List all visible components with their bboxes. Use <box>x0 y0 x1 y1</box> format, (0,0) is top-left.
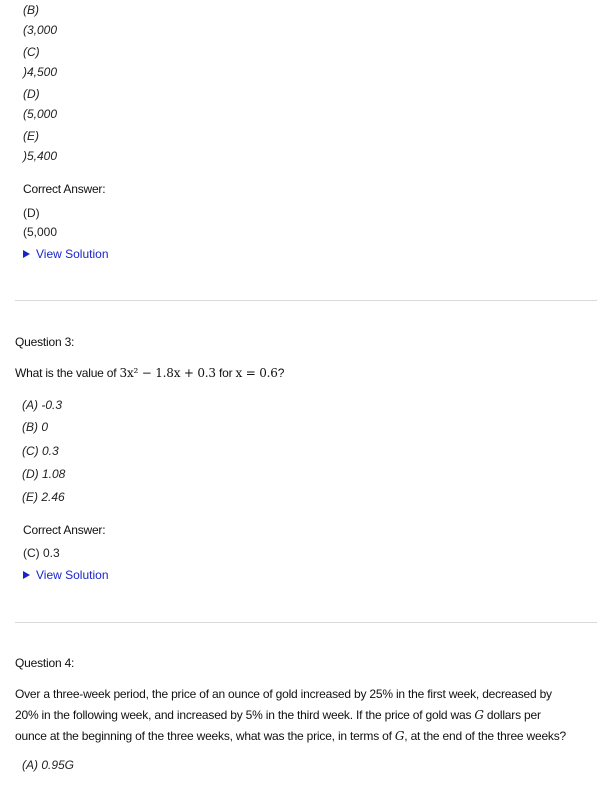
option-c-letter: (C) <box>23 45 40 59</box>
option-c: (C) 0.3 <box>22 444 59 458</box>
question-3-expression: 3x² − 1.8x + 0.3 <box>119 366 216 380</box>
option-a: (A) -0.3 <box>22 398 63 412</box>
view-solution-toggle[interactable] <box>23 568 109 582</box>
correct-answer-label: Correct Answer: <box>23 523 106 537</box>
question-4-line-1: Over a three-week period, the price of an ounce of gold increased by 25% in the first week, decreased by <box>15 687 552 701</box>
option-b-letter: (B) <box>23 3 39 17</box>
option-d-letter: (D) <box>23 87 40 101</box>
correct-answer-value: (C) 0.3 <box>23 546 60 560</box>
question-4-line-2 <box>15 705 600 726</box>
question-3-prefix: What is the value of <box>15 366 120 380</box>
question-4-line-3 <box>15 726 600 747</box>
question-3-text <box>15 366 284 380</box>
question-3-condition: x = 0.6 <box>235 366 278 380</box>
option-e-letter: (E) <box>23 129 39 143</box>
question-4-title: Question 4: <box>15 656 75 670</box>
view-solution-toggle[interactable] <box>23 247 109 261</box>
option-d-value: (5,000 <box>23 107 58 121</box>
question-4-text <box>15 684 600 747</box>
correct-answer-label: Correct Answer: <box>23 182 106 196</box>
divider <box>15 622 597 623</box>
triangle-right-icon <box>23 571 30 579</box>
option-d: (D) 1.08 <box>22 467 66 481</box>
option-c-value: )4,500 <box>23 65 58 79</box>
option-b: (B) 0 <box>22 420 49 434</box>
correct-answer-letter: (D) <box>23 206 40 220</box>
question-3-suffix: ? <box>277 366 285 380</box>
option-e-value: )5,400 <box>23 149 58 163</box>
question-3-title: Question 3: <box>15 335 75 349</box>
triangle-right-icon <box>23 250 30 258</box>
view-solution-label: View Solution <box>36 247 109 261</box>
question-4-line-3a: ounce at the beginning of the three weeks, what was the price, in terms of <box>15 729 395 743</box>
question-4-line-2a: 20% in the following week, and increased by 5% in the third week. If the price of gold was <box>15 708 475 722</box>
question-4-line-3b: , at the end of the three weeks? <box>404 729 567 743</box>
option-b-value: (3,000 <box>23 23 58 37</box>
question-4-line-2b: dollars per <box>483 708 541 722</box>
view-solution-label: View Solution <box>36 568 109 582</box>
option-e: (E) 2.46 <box>22 490 65 504</box>
option-a: (A) 0.95G <box>22 758 75 772</box>
correct-answer-value: (5,000 <box>23 225 58 239</box>
variable-g: G <box>394 729 405 743</box>
question-3-mid: for <box>215 366 236 380</box>
variable-g: G <box>474 708 484 722</box>
divider <box>15 300 597 301</box>
